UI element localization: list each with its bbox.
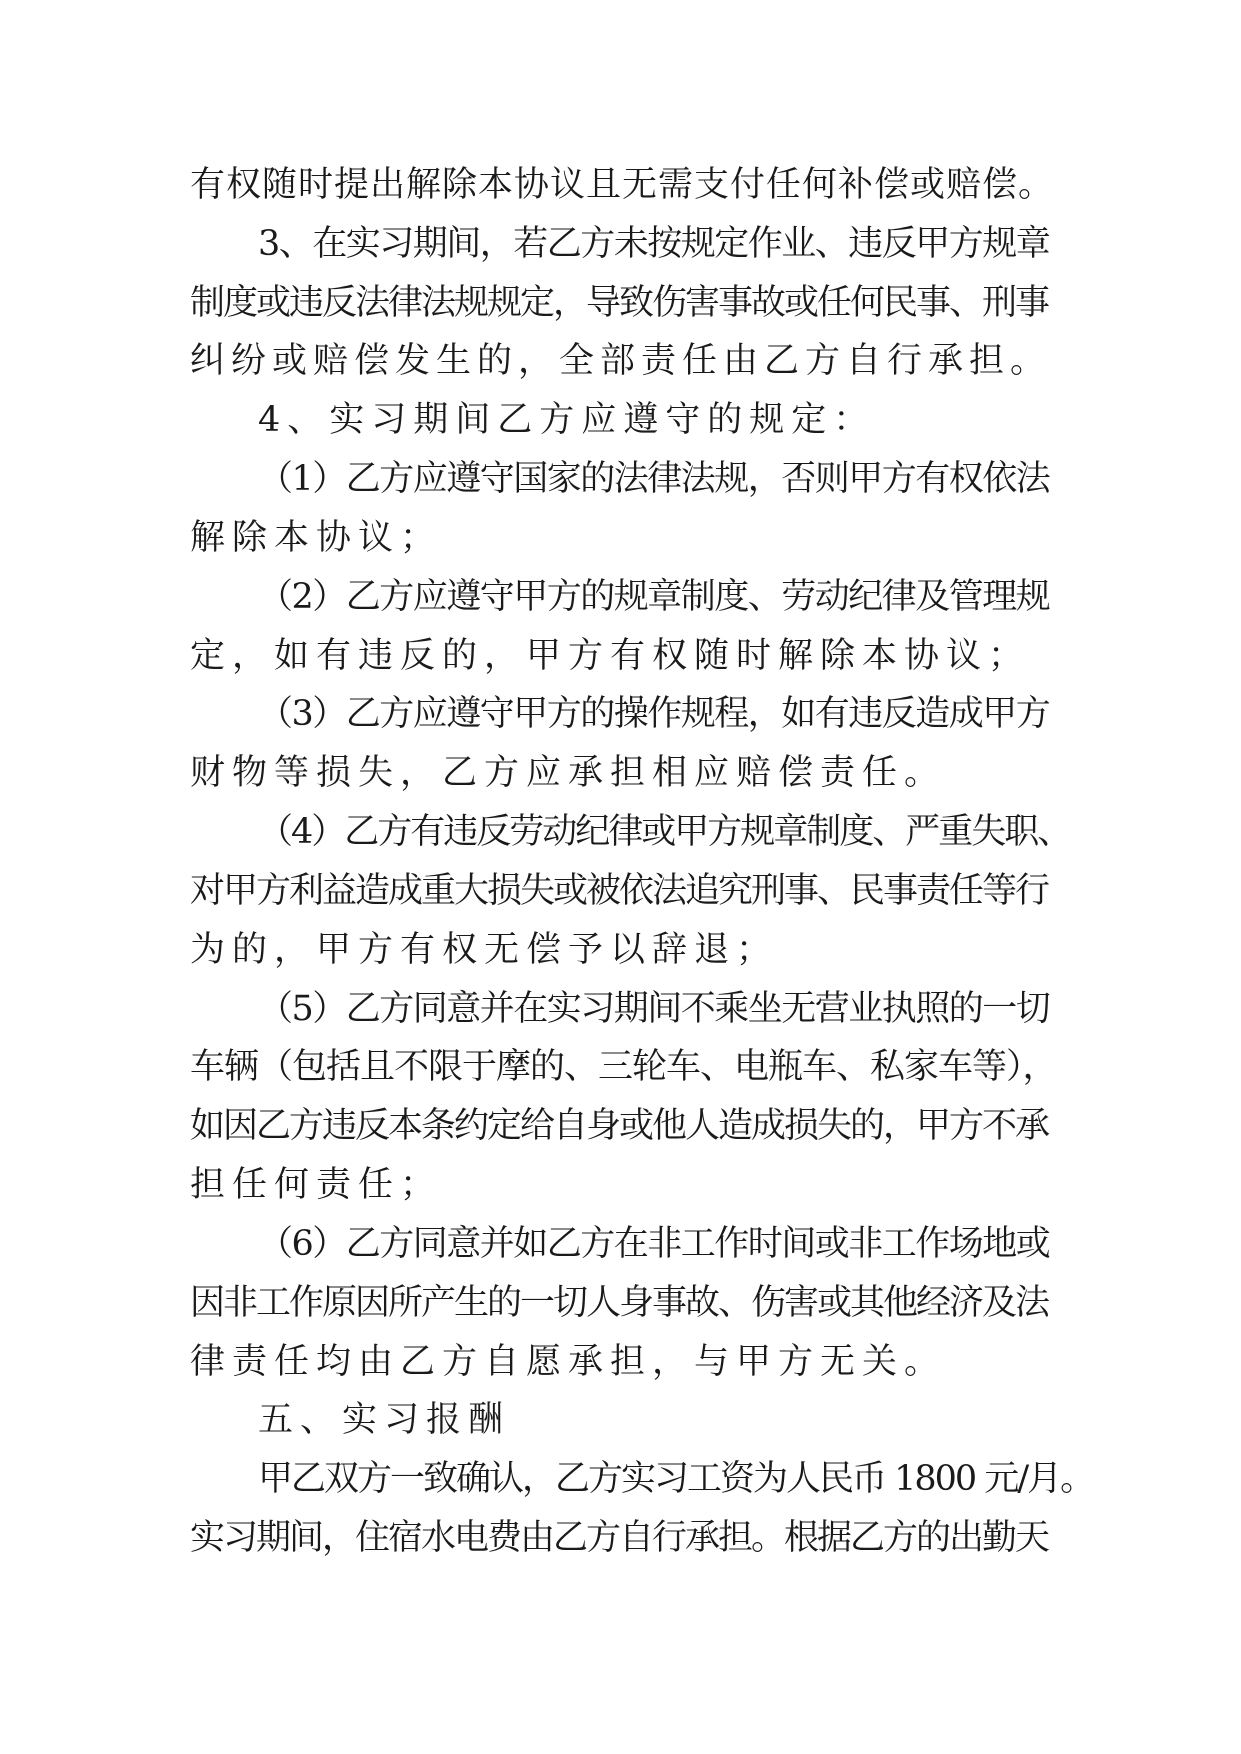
text-line: 对甲方利益造成重大损失或被依法追究刑事、民事责任等行 (190, 871, 1049, 911)
text-line: 制度或违反法律法规规定，导致伤害事故或任何民事、刑事 (190, 283, 1049, 323)
text-line: 实习期间，住宿水电费由乙方自行承担。根据乙方的出勤天 (190, 1518, 1049, 1558)
text-line: 因非工作原因所产生的一切人身事故、伤害或其他经济及法 (190, 1283, 1049, 1323)
item-1-line: （1）乙方应遵守国家的法律法规，否则甲方有权依法 (258, 459, 1050, 499)
item-5-line: （5）乙方同意并在实习期间不乘坐无营业执照的一切 (258, 989, 1050, 1029)
text-line: 担任何责任； (190, 1165, 443, 1205)
text-line: 定，如有违反的，甲方有权随时解除本协议； (190, 636, 1031, 676)
item-4-line: （4）乙方有违反劳动纪律或甲方规章制度、严重失职、 (258, 812, 1071, 852)
item-6-line: （6）乙方同意并如乙方在非工作时间或非工作场地或 (258, 1224, 1050, 1264)
text-line: 纠纷或赔偿发生的，全部责任由乙方自行承担。 (190, 341, 1052, 381)
text-line: 律责任均由乙方自愿承担，与甲方无关。 (190, 1342, 947, 1382)
text-line: 财物等损失，乙方应承担相应赔偿责任。 (190, 753, 947, 793)
text-line: 车辆（包括且不限于摩的、三轮车、电瓶车、私家车等）， (190, 1047, 1057, 1087)
salary-line: 甲乙双方一致确认，乙方实习工资为人民币 1800 元/月。 (258, 1459, 1094, 1499)
text-line: 为的，甲方有权无偿予以辞退； (190, 930, 779, 970)
clause-3-line: 3、在实习期间，若乙方未按规定作业、违反甲方规章 (258, 224, 1050, 264)
text-line: 有权随时提出解除本协议且无需支付任何补偿或赔偿。 (190, 165, 1055, 205)
clause-4-heading: 4、实习期间乙方应遵守的规定： (258, 400, 876, 440)
text-line: 解除本协议； (190, 518, 443, 558)
item-2-line: （2）乙方应遵守甲方的规章制度、劳动纪律及管理规 (258, 577, 1050, 617)
text-line: 如因乙方违反本条约定给自身或他人造成损失的，甲方不承 (190, 1106, 1049, 1146)
section-5-heading: 五、实习报酬 (258, 1400, 511, 1440)
item-3-line: （3）乙方应遵守甲方的操作规程，如有违反造成甲方 (258, 694, 1050, 734)
